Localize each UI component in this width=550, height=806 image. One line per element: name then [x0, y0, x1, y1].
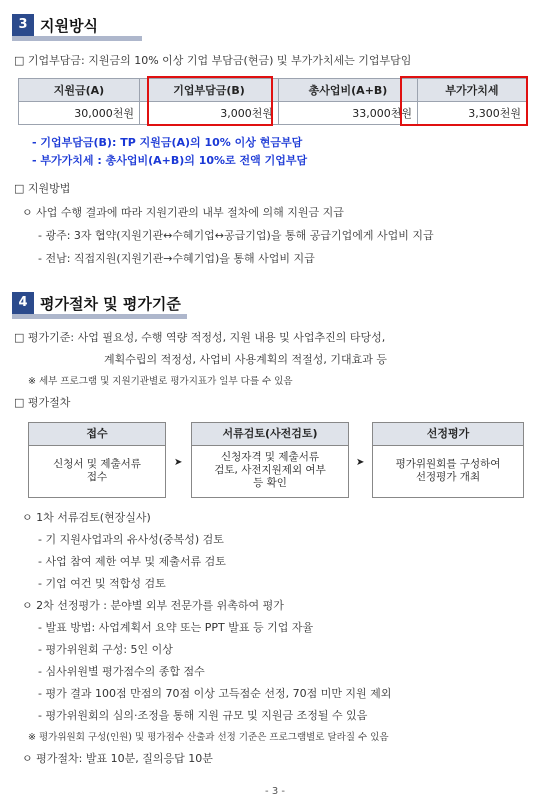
flow-step-text: 신청서 및 제출서류 [53, 458, 141, 470]
section-title: 평가절차 및 평가기준 [40, 295, 181, 313]
flow-step-text: 검토, 사전지원제외 여부 [214, 464, 326, 476]
section-underline [12, 36, 142, 41]
table-cell: 33,000천원 [279, 102, 418, 125]
highlight-box-vat [400, 76, 528, 126]
criteria-line: □ 평가기준: 사업 필요성, 수행 역량 적정성, 지원 내용 및 사업추진의 타당성, [14, 331, 386, 344]
flow-step-body [373, 446, 523, 484]
flow-step-body [192, 446, 348, 490]
flow-step-text: 등 확인 [253, 477, 287, 489]
section-4-header [12, 292, 187, 314]
flow-step-text: 접수 [86, 471, 108, 483]
table-header-cell: 기업부담금(B) [140, 79, 279, 102]
table-header-cell: 부가가치세 [418, 79, 527, 102]
flow-step-receipt [28, 422, 166, 498]
procedure-title: □ 평가절차 [14, 396, 71, 409]
highlight-box-cost [147, 76, 273, 126]
flow-step-head: 접수 [29, 423, 165, 446]
list-item: - 심사위원별 평가점수의 종합 점수 [38, 665, 205, 678]
second-review-title: ㅇ 2차 선정평가 : 분야별 외부 전문가를 위촉하여 평가 [22, 599, 284, 612]
list-item: - 평가 결과 100점 만점의 70점 이상 고득점순 선정, 70점 미만 지원 제외 [38, 687, 392, 700]
flow-step-text: 평가위원회를 구성하여 [395, 458, 501, 470]
method-title: □ 지원방법 [14, 182, 71, 195]
note-cost: - 기업부담금(B): TP 지원금(A)의 10% 이상 현금부담 [32, 136, 303, 149]
list-item: - 평가위원회의 심의·조정을 통해 지원 규모 및 지원금 조정될 수 있음 [38, 709, 368, 722]
list-item: - 사업 참여 제한 여부 및 제출서류 검토 [38, 555, 226, 568]
cost-line: □ 기업부담금: 지원금의 10% 이상 기업 부담금(현금) 및 부가가치세는 기업부담임 [14, 54, 412, 67]
method-sub-jeonnam: - 전남: 직접지원(지원기관→수혜기업)을 통해 사업비 지급 [38, 252, 315, 265]
flow-step-head: 선정평가 [373, 423, 523, 446]
second-review-note: ※ 평가위원회 구성(인원) 및 평가점수 산출과 선정 기준은 프로그램별로 달라질 수 있음 [28, 732, 389, 743]
criteria-line-2: 계획수립의 적정성, 사업비 사용계획의 적절성, 기대효과 등 [104, 353, 387, 366]
method-sub-gwangju: - 광주: 3자 협약(지원기관↔수혜기업↔공급기업)을 통해 공급기업에게 사업비 지급 [38, 229, 434, 242]
list-item: - 기 지원사업과의 유사성(중복성) 검토 [38, 533, 224, 546]
flow-arrow-icon: ➤ [174, 457, 183, 468]
section-underline [12, 314, 187, 319]
section-number: 4 [12, 292, 34, 314]
page-number: - 3 - [265, 786, 285, 797]
method-item: ㅇ 사업 수행 결과에 따라 지원기관의 내부 절차에 의해 지원금 지급 [22, 206, 344, 219]
flow-step-head: 서류검토(사전검토) [192, 423, 348, 446]
flow-step-review [191, 422, 349, 498]
time-line: ㅇ 평가절차: 발표 10분, 질의응답 10분 [22, 752, 213, 765]
table-cell: 3,000천원 [140, 102, 279, 125]
list-item: - 기업 여건 및 적합성 검토 [38, 577, 166, 590]
table-header-cell: 총사업비(A+B) [279, 79, 418, 102]
table-cell: 3,300천원 [418, 102, 527, 125]
list-item: - 발표 방법: 사업계획서 요약 또는 PPT 발표 등 기업 자율 [38, 621, 314, 634]
note-vat: - 부가가치세 : 총사업비(A+B)의 10%로 전액 기업부담 [32, 154, 308, 167]
list-item: - 평가위원회 구성: 5인 이상 [38, 643, 173, 656]
criteria-note: ※ 세부 프로그램 및 지원기관별로 평가지표가 일부 다를 수 있음 [28, 376, 293, 387]
flow-step-text: 신청자격 및 제출서류 [221, 451, 319, 463]
first-review-title: ㅇ 1차 서류검토(현장실사) [22, 511, 151, 524]
section-3-header [12, 14, 142, 36]
flow-step-body [29, 446, 165, 484]
flow-arrow-icon: ➤ [356, 457, 365, 468]
flow-step-evaluation [372, 422, 524, 498]
table-cell: 30,000천원 [19, 102, 140, 125]
flow-step-text: 선정평가 개최 [415, 471, 481, 483]
section-title: 지원방식 [40, 17, 98, 35]
table-header-cell: 지원금(A) [19, 79, 140, 102]
section-number: 3 [12, 14, 34, 36]
